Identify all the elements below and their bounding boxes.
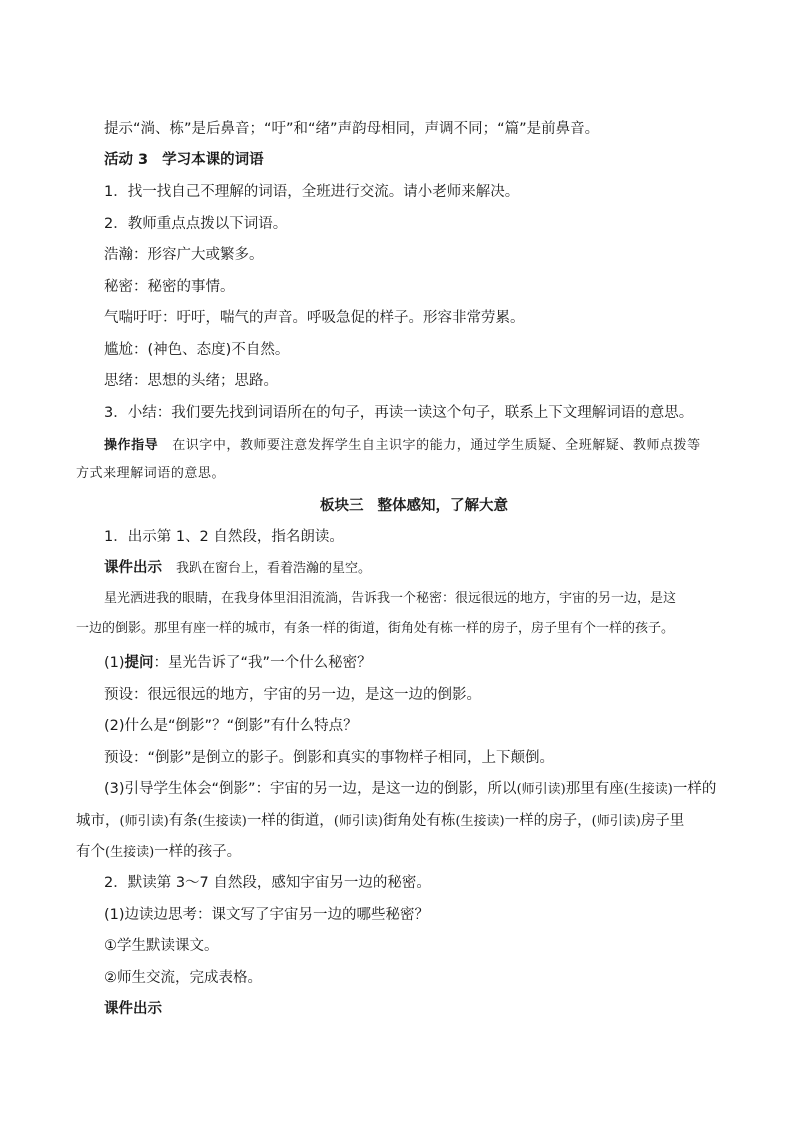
courseware-label: 课件出示 [104,560,162,576]
courseware-text: 我趴在窗台上，看着浩瀚的星空。 [176,561,372,576]
word-term: 气喘吁吁 [104,310,162,326]
word-def: ：形容广大或繁多。 [133,247,264,263]
q3-text: 一样的孩子。 [154,844,242,860]
teacher-lead-note: (师引读) [333,814,383,829]
q3-text: 有个 [76,844,105,860]
student-follow-note: (生接读) [197,814,247,829]
q3-text: 街角处有栋 [382,813,456,829]
question-3-line-2 [76,811,684,832]
courseware-1 [104,558,371,579]
q3-text: 房子里 [640,813,685,829]
preset-answer-1: 预设：很远很远的地方，宇宙的另一边，是这一边的倒影。 [104,687,481,703]
student-follow-note: (生接读) [623,782,673,797]
word-definition [104,340,289,360]
word-definition [104,245,264,265]
section-step-1: 1．出示第 1、2 自然段，指名朗读。 [104,529,344,545]
question-text: ：星光告诉了“我”一个什么秘密？ [153,655,372,671]
word-def: ：思想的头绪；思路。 [133,373,278,389]
activity-step-1: 1．找一找自己不理解的词语，全班进行交流。请小老师来解决。 [104,184,520,200]
word-def: ：秘密的事情。 [133,279,235,295]
q3-text: 城市， [76,813,120,829]
question-number: (1) [104,655,125,671]
activity-label: 活动 3 [104,152,149,168]
student-follow-note: (生接读) [105,845,155,860]
question-4: (1)边读边思考：课文写了宇宙另一边的哪些秘密？ [104,907,430,923]
word-term: 尴尬 [104,342,133,358]
q3-text: 那里有座 [565,781,624,797]
operation-guide-line-2: 方式来理解词语的意思。 [76,466,226,481]
section-step-2: 2．默读第 3～7 自然段，感知宇宙另一边的秘密。 [104,875,431,891]
hint-paragraph: 提示“淌、栋”是后鼻音；“吁”和“绪”声韵母相同，声调不同；“篇”是前鼻音。 [104,121,600,137]
word-definition [104,277,235,297]
summary-step-3: 3．小结：我们要先找到词语所在的句子，再读一读这个句子，联系上下文理解词语的意思。 [104,405,694,421]
question-1 [104,653,372,673]
student-follow-note: (生接读) [455,814,505,829]
guide-text: 在识字中，教师要注意发挥学生自主识字的能力，通过学生质疑、全班解疑、教师点拨等 [172,438,701,453]
q3-text: 一样的 [672,781,717,797]
teacher-lead-note: (师引读) [516,782,566,797]
word-term: 思绪 [104,373,133,389]
activity-step-2: 2．教师重点点拨以下词语。 [104,216,288,232]
section-title: 整体感知，了解大意 [377,498,508,514]
word-def: ：(神色、态度)不自然。 [133,342,290,358]
section-3-heading [320,496,508,516]
q3-text: 一样的房子， [504,813,592,829]
activity-3-heading [104,150,264,170]
section-label: 板块三 [320,498,364,514]
preset-answer-2: 预设：“倒影”是倒立的影子。倒影和真实的事物样子相同，上下颠倒。 [104,750,555,766]
teacher-lead-note: (师引读) [119,814,169,829]
circled-step-2: ②师生交流，完成表格。 [104,970,262,986]
operation-guide-line-1 [104,435,701,456]
teacher-lead-note: (师引读) [591,814,641,829]
word-definition [104,308,525,328]
courseware-2-label: 课件出示 [104,1001,162,1017]
question-label: 提问 [124,655,154,671]
q3-text: 一样的街道， [246,813,334,829]
q3-text: (3)引导学生体会“倒影”：宇宙的另一边，是这一边的倒影，所以 [104,781,517,797]
question-3-line-1 [104,779,716,800]
word-definition [104,371,278,391]
word-term: 浩瀚 [104,247,133,263]
question-3-line-3 [76,842,241,863]
activity-title: 学习本课的词语 [162,152,264,168]
q3-text: 有条 [168,813,198,829]
passage-line-1: 星光洒进我的眼睛，在我身体里泪泪流淌，告诉我一个秘密：很远很远的地方，宇宙的另一边，是这 [104,591,677,606]
passage-line-2: 一边的倒影。那里有座一样的城市，有条一样的街道，街角处有栋一样的房子，房子里有个一样的孩子。 [76,621,675,636]
word-def: ：吁吁，喘气的声音。呼吸急促的样子。形容非常劳累。 [162,310,525,326]
question-2: (2)什么是“倒影”？“倒影”有什么特点？ [104,718,358,734]
word-term: 秘密 [104,279,133,295]
guide-label: 操作指导 [104,437,159,452]
circled-step-1: ①学生默读课文。 [104,938,219,954]
